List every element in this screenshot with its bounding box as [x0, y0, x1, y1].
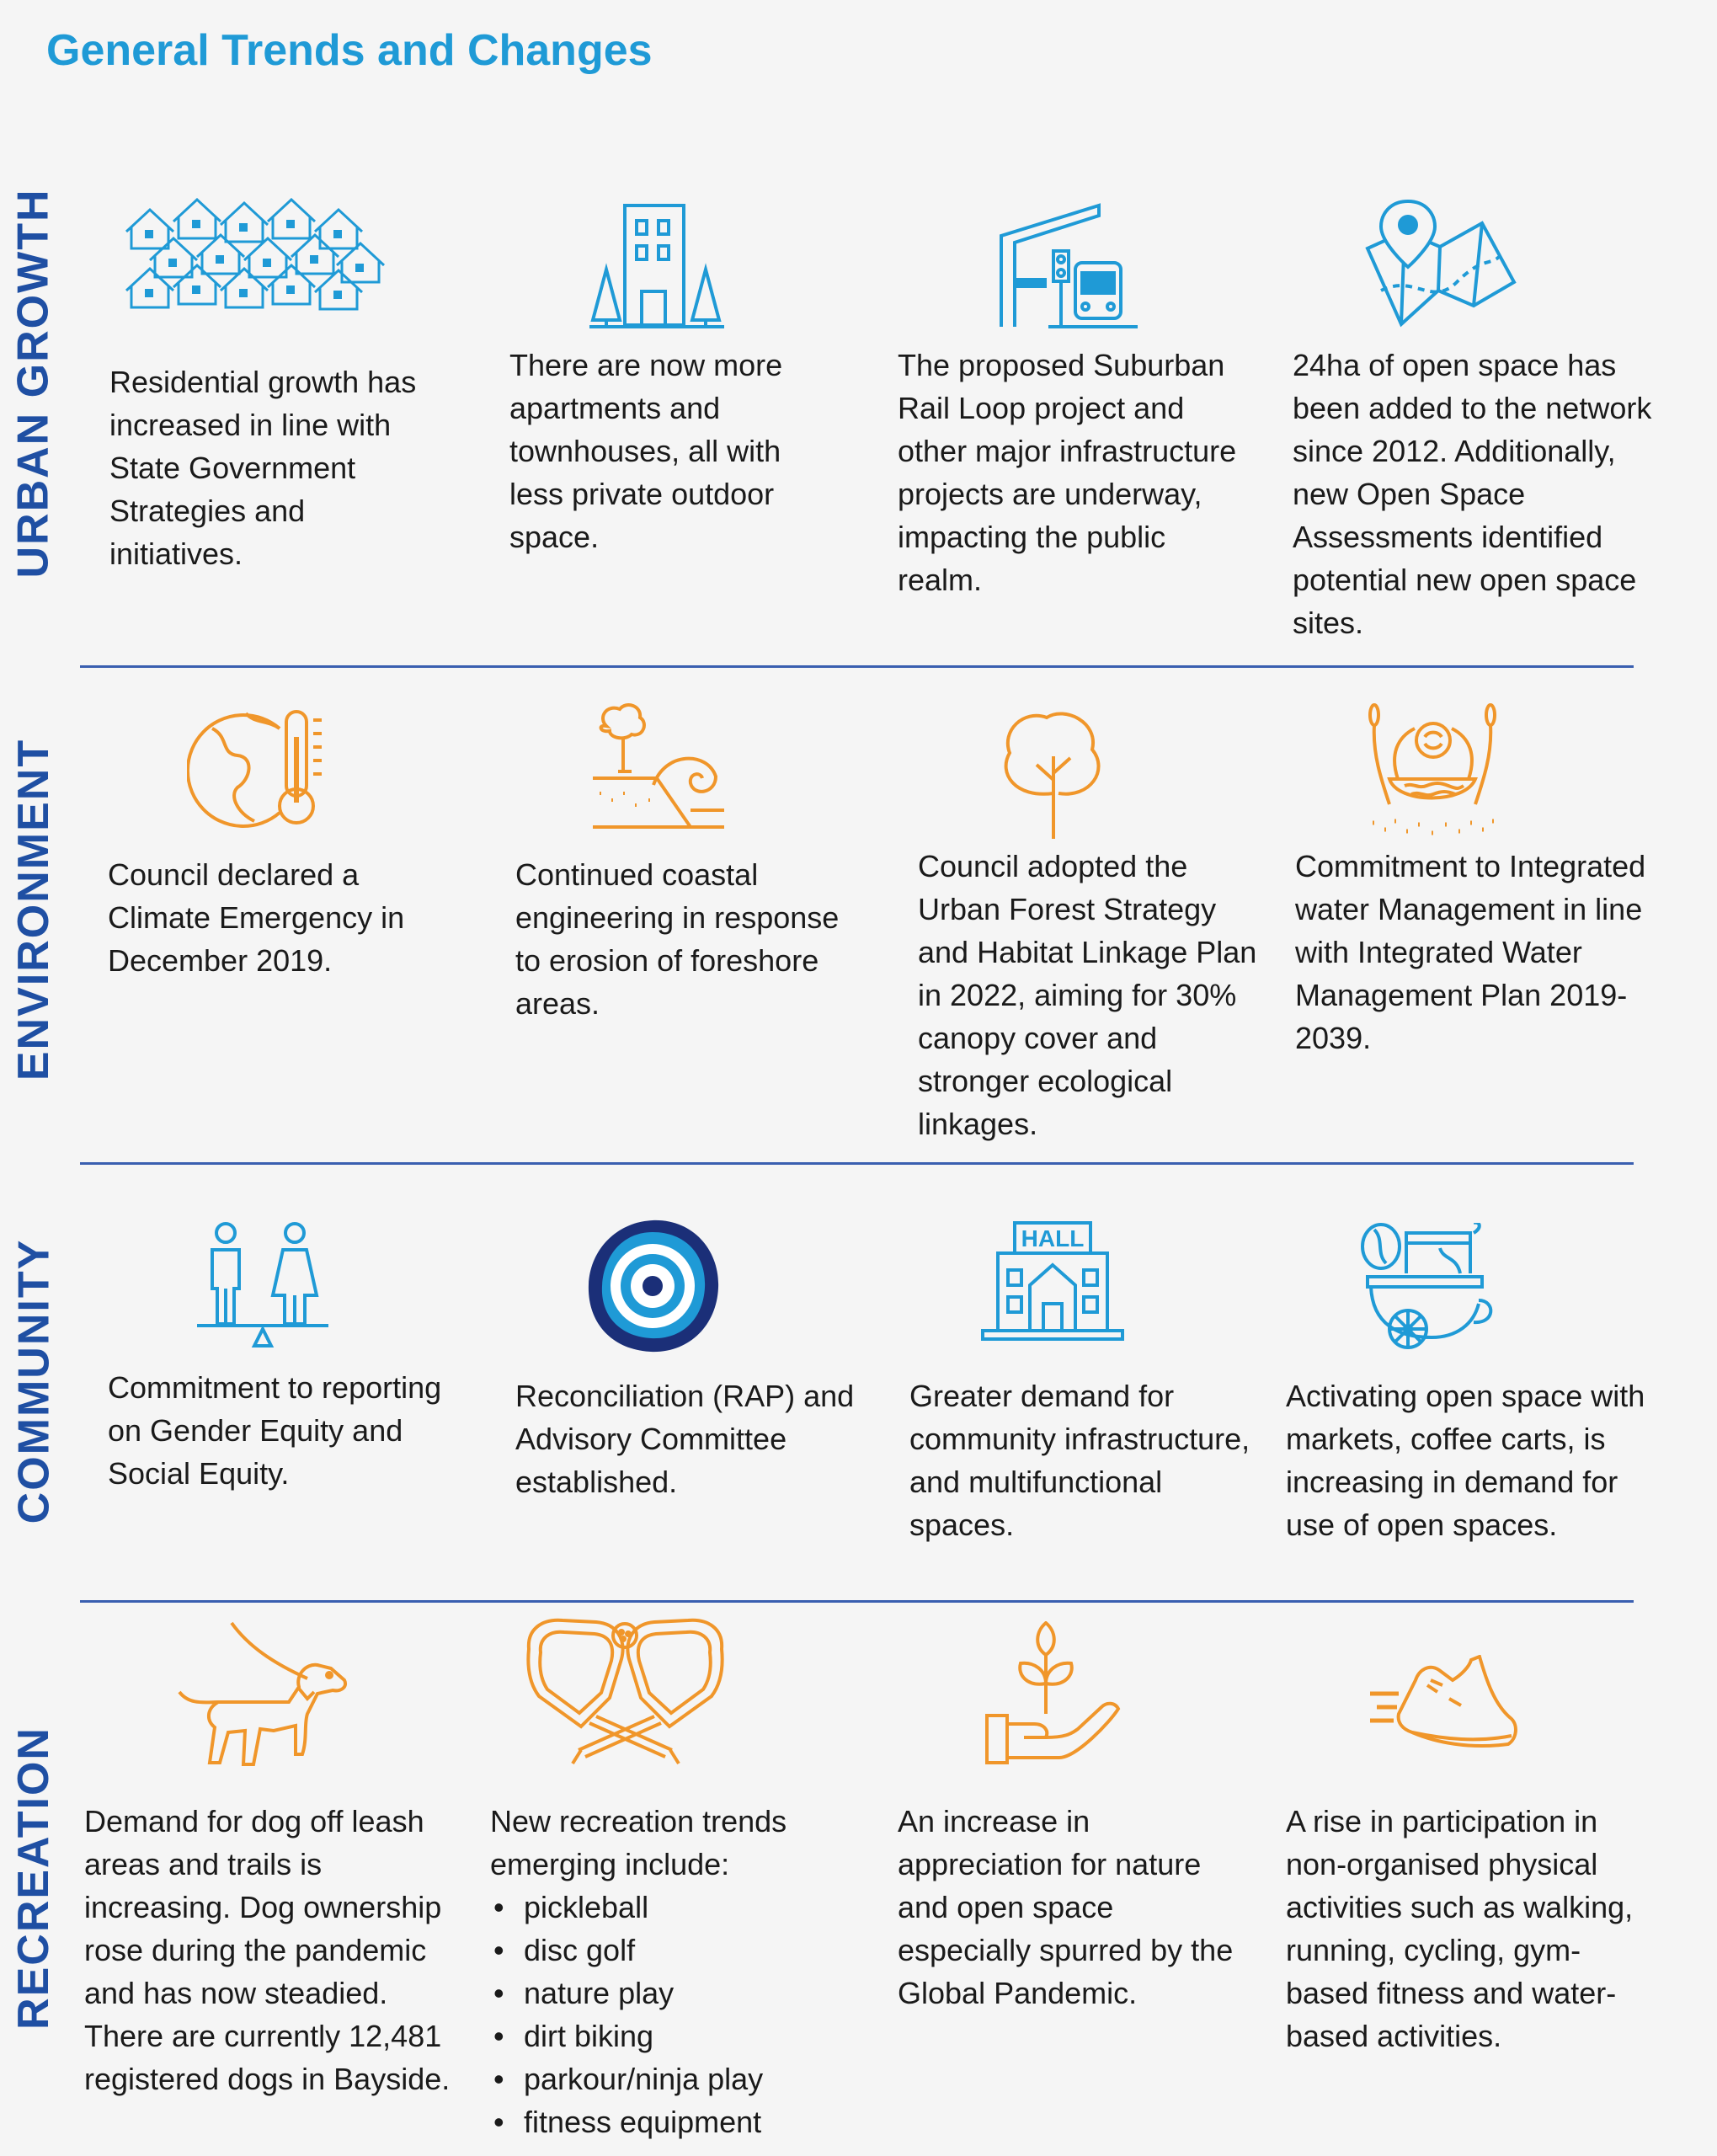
list-item: • parkour/ninja play [524, 2057, 861, 2100]
item-text: Continued coastal engineering in response to erosion of foreshore areas. [515, 857, 840, 1021]
list-item: • disc golf [524, 1929, 861, 1972]
concentric-circles-icon [584, 1217, 723, 1356]
globe-thermometer-icon [187, 703, 334, 834]
item-text: The proposed Suburban Rail Loop project and other major infrastructure projects are underway, impacting the public realm. [898, 348, 1237, 597]
page-title: General Trends and Changes [46, 26, 653, 75]
apartment-building-icon [589, 202, 724, 328]
list-item: • nature play [524, 1972, 861, 2015]
section-divider [80, 1162, 1634, 1165]
section-label: COMMUNITY [9, 1238, 59, 1524]
town-hall-icon [981, 1219, 1124, 1342]
map-pin-icon [1364, 198, 1520, 328]
item-text: Commitment to reporting on Gender Equity and Social Equity. [108, 1370, 442, 1491]
train-station-icon [998, 202, 1141, 328]
item-text: Council adopted the Urban Forest Strategy and Habitat Linkage Plan in 2022, aiming for 30% canopy cover and stronger ecological linkages. [918, 849, 1257, 1141]
item-text: Residential growth has increased in line with State Government Strategies and initiatives. [109, 365, 417, 571]
list-item: • pickleball [524, 1886, 861, 1929]
pickleball-paddles-icon [522, 1615, 728, 1767]
gender-equity-icon [195, 1221, 330, 1348]
houses-icon [125, 198, 386, 328]
section-label: RECREATION [9, 1726, 58, 2030]
trends-intro: New recreation trends emerging include: [490, 1804, 787, 1881]
sign-text: HALL [1021, 1225, 1085, 1251]
item-text: There are now more apartments and townhouses, all with less private outdoor space. [509, 348, 783, 554]
section-divider [80, 1600, 1634, 1603]
item-text: A rise in participation in non-organised physical activities such as walking, running, cycling, gym-based fitness and water-based activities. [1286, 1804, 1634, 2053]
tree-icon [998, 706, 1112, 841]
item-text: Reconciliation (RAP) and Advisory Committee established. [515, 1379, 855, 1499]
item-text: 24ha of open space has been added to the network since 2012. Additionally, new Open Space Assessments identified potential new open space sites. [1293, 348, 1652, 640]
dog-on-leash-icon [173, 1621, 358, 1769]
item-text: Council declared a Climate Emergency in December 2019. [108, 857, 405, 978]
item-text [490, 1800, 861, 2143]
section-label: ENVIRONMENT [9, 738, 58, 1081]
coffee-cart-icon [1356, 1223, 1499, 1353]
list-item: • dirt biking [524, 2015, 861, 2057]
item-text: Activating open space with markets, coffee carts, is increasing in demand for use of open spaces. [1286, 1379, 1645, 1542]
list-item: • fitness equipment [524, 2100, 861, 2143]
item-text: An increase in appreciation for nature and open space especially spurred by the Global Pandemic. [898, 1804, 1234, 2010]
coastal-erosion-icon [589, 701, 728, 835]
item-text: Demand for dog off leash areas and trails is increasing. Dog ownership rose during the pandemic and has now steadied. There are currently 12,481 registered dogs in Bayside. [84, 1804, 451, 2096]
section-label: URBAN GROWTH [9, 188, 58, 579]
running-shoe-icon [1368, 1655, 1520, 1756]
item-text: Commitment to Integrated water Management in line with Integrated Water Management Plan 2019-2039. [1295, 849, 1646, 1055]
wetland-icon [1364, 703, 1503, 838]
item-text: Greater demand for community infrastructure, and multifunctional spaces. [909, 1379, 1250, 1542]
section-divider [80, 665, 1634, 668]
trends-list [490, 1886, 861, 2143]
hand-plant-icon [984, 1621, 1122, 1764]
